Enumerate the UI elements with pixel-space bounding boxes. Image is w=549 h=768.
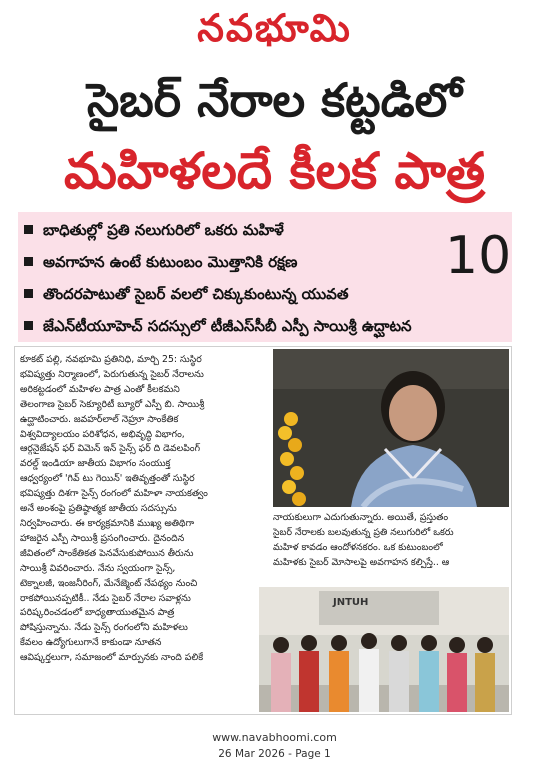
text-line: భవిష్యత్తు నిర్మాణంలో, పెరుగుతున్న సైబర్ నేరాలను — [20, 368, 204, 380]
highlight-text: బాధితుల్లో ప్రతి నలుగురిలో ఒకరు మహిళే — [43, 221, 284, 239]
text-line: కూకట్ పల్లి, నవభూమి ప్రతినిధి, మార్చి 25: సుస్థిర — [20, 354, 202, 365]
group-photo — [259, 587, 509, 712]
highlights-box — [18, 212, 512, 342]
photo-caption — [273, 511, 509, 571]
square-bullet-icon — [24, 257, 33, 266]
text-line: పరిష్కరించడంలో బాధ్యతాయుతమైన పాత్ర — [20, 607, 175, 619]
highlight-item — [24, 316, 412, 336]
text-line: నాయకులుగా ఎదుగుతున్నారు. అయితే, ప్రస్తుతం — [273, 512, 449, 523]
article-body — [14, 346, 512, 715]
highlight-item — [24, 252, 297, 272]
big-number: 10 — [445, 226, 512, 286]
text-line: సైబర్ నేరాలకు బలవుతున్న ప్రతి నలుగురిలో ఒకరు — [273, 526, 454, 538]
highlight-item — [24, 220, 284, 240]
text-line: హాజరైన ఎస్పీ సాయిశ్రీ ప్రసంగించారు. దైనందిన — [20, 532, 185, 544]
text-line: రాకపోయినప్పటికీ.. నేడు సైబర్ నేరాల సవాళ్లను — [20, 592, 191, 604]
text-line: భవిష్యత్తు దిశగా సైన్స్ రంగంలో మహిళా నాయకత్వం — [20, 488, 208, 500]
highlight-text: అవగాహన ఉంటే కుటుంబం మొత్తానికి రక్షణ — [43, 253, 298, 271]
text-line: మహిళకు సైబర్ మోసాలపై అవగాహన కల్పిస్తే.. ఆ — [273, 556, 450, 568]
group-photo-art — [259, 587, 509, 712]
text-line: పోషిస్తున్నాను. నేడు సైన్స్ రంగంలోని మహిళలు — [20, 622, 188, 634]
text-line: సాయిశ్రీ వివరించారు. నేను స్వయంగా సైన్స్, — [20, 562, 176, 574]
square-bullet-icon — [24, 321, 33, 330]
speaker-photo — [273, 349, 509, 507]
text-line: టెక్నాలజీ, ఇంజనీరింగ్, మేనేజ్మెంట్ నేపథ్యం నుంచి — [20, 577, 198, 589]
headline-line-1: సైబర్ నేరాల కట్టడిలో — [86, 73, 462, 127]
text-line: ఆర్గనైజేషన్ ఫర్ విమెన్ ఇన్ సైన్స్ ఫర్ ది డెవలపింగ్ — [20, 443, 201, 455]
text-line: అనే అంశంపై ప్రతిష్ఠాత్మక జాతీయ సదస్సును — [20, 503, 177, 515]
banner-text: JNTUH — [333, 597, 369, 608]
text-line: తెలంగాణ సైబర్ సెక్యూరిటీ బ్యూరో ఎస్పీ బి. సాయిశ్రీ — [20, 398, 205, 410]
masthead-logo: నవభూమి — [197, 6, 352, 50]
square-bullet-icon — [24, 289, 33, 298]
site-url: www.navabhoomi.com — [212, 731, 337, 744]
headline-line-2: మహిళలదే కీలక పాత్ర — [63, 142, 485, 200]
text-line: ఆవిష్కర్తలుగా, సమాజంలో మార్పునకు నాంది పలికే — [20, 652, 204, 664]
text-line: ఆధ్వర్యంలో 'గివ్ టు గెయిన్' ఇతివృత్తంతో సుస్థిర — [20, 473, 195, 485]
highlight-item — [24, 284, 349, 304]
text-line: అరికట్టడంలో మహిళల పాత్ర ఎంతో కీలకమని — [20, 383, 180, 395]
text-line: జీవితంలో సాంకేతికత పెనవేసుకుపోయిన తీరును — [20, 547, 194, 559]
text-line: కేవలం ఉద్యోగులుగానే కాకుండా నూతన — [20, 637, 162, 649]
text-line: నిర్వహించారు. ఈ కార్యక్రమానికి ముఖ్య అతిథిగా — [20, 517, 195, 529]
text-line: ఉద్ఘాటించారు. జవహర్‌లాల్ నెహ్రూ సాంకేతిక — [20, 413, 179, 425]
text-line: విశ్వవిద్యాలయం పరిశోధన, అభివృద్ధి విభాగం, — [20, 428, 185, 440]
highlight-text: జేఎన్‌టీయూహెచ్ సదస్సులో టీజీఎస్‌సీబీ ఎస్పీ సాయిశ్రీ ఉద్ఘాటన — [43, 317, 412, 335]
square-bullet-icon — [24, 225, 33, 234]
text-line: వరల్డ్ ఇండియా జాతీయ విభాగం సంయుక్త — [20, 458, 171, 470]
text-line: మహిళ కావడం ఆందోళనకరం. ఒక కుటుంబంలో — [273, 541, 443, 553]
article-column-1 — [20, 353, 270, 666]
page-info: 26 Mar 2026 - Page 1 — [218, 748, 331, 760]
highlight-text: తొందరపాటుతో సైబర్ వలలో చిక్కుకుంటున్న యువత — [43, 285, 349, 303]
speaker-photo-art — [273, 349, 509, 507]
